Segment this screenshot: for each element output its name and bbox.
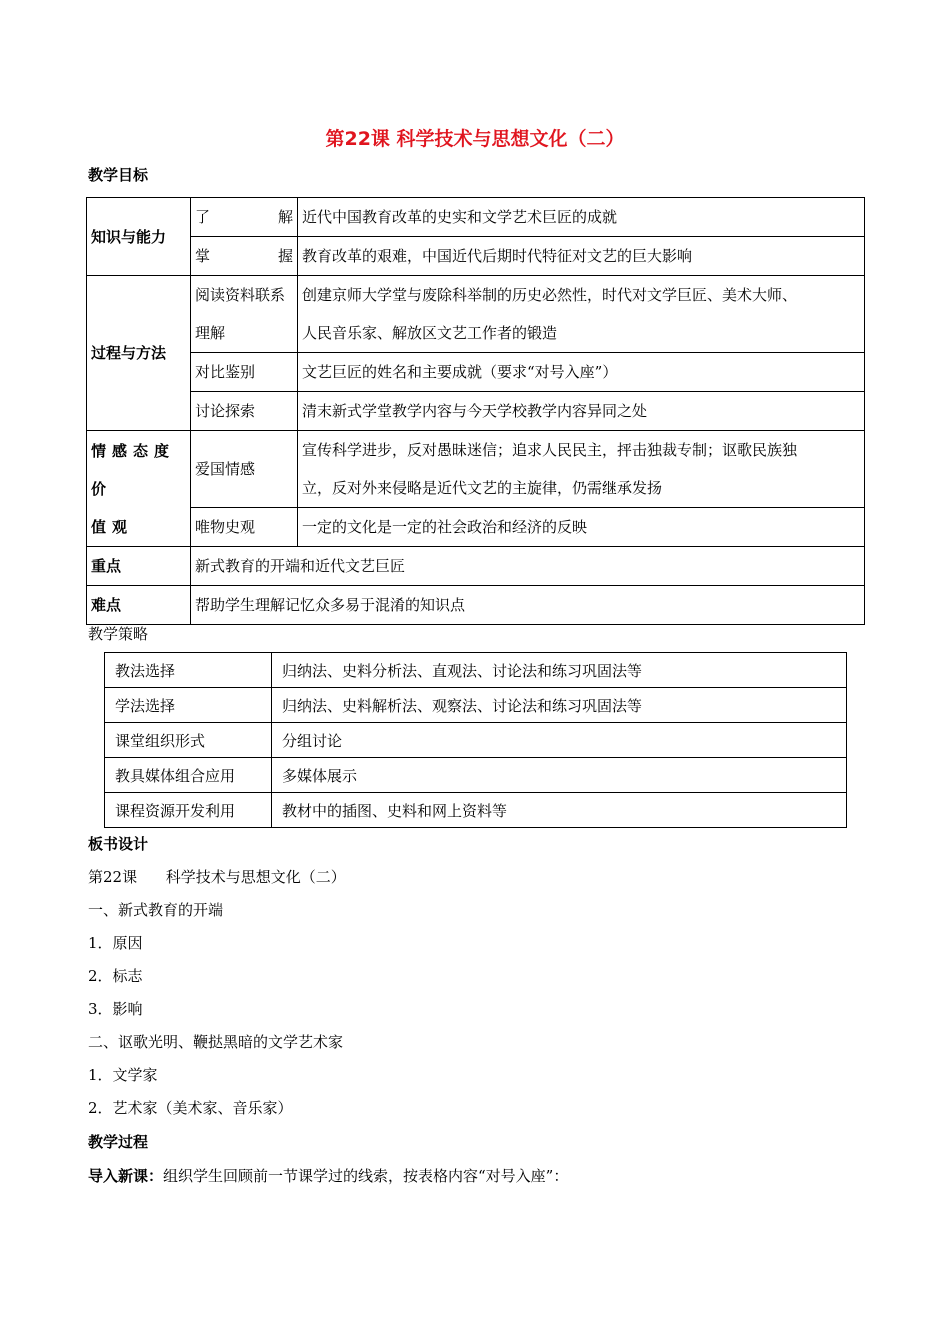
key-point-text: 新式教育的开端和近代文艺巨匠	[191, 547, 865, 586]
knowledge-label: 知识与能力	[87, 198, 191, 276]
board-line: 1．文学家	[88, 1066, 158, 1084]
method-cell: 爱国情感	[191, 431, 298, 508]
process-label: 过程与方法	[87, 276, 191, 431]
strategy-label: 课程资源开发利用	[105, 793, 272, 828]
goal-text: 近代中国教育改革的史实和文学艺术巨匠的成就	[298, 198, 865, 237]
method-cell: 唯物史观	[191, 508, 298, 547]
table-row	[87, 276, 865, 353]
strategy-value: 归纳法、史料解析法、观察法、讨论法和练习巩固法等	[272, 688, 847, 723]
goal-line: 人民音乐家、解放区文艺工作者的锻造	[302, 324, 558, 342]
strategy-value: 多媒体展示	[272, 758, 847, 793]
difficulty-label: 难点	[87, 586, 191, 625]
strategy-value: 分组讨论	[272, 723, 847, 758]
method-char: 握	[277, 247, 293, 265]
table-row	[87, 547, 865, 586]
method-line: 阅读资料联系	[195, 286, 286, 304]
intro-text: 组织学生回顾前一节课学过的线索，按表格内容“对号入座”：	[163, 1167, 569, 1185]
goals-heading: 教学目标	[88, 166, 149, 184]
teaching-goals-table	[86, 197, 865, 625]
table-row	[105, 793, 847, 828]
process-heading: 教学过程	[88, 1133, 149, 1151]
goal-line: 宣传科学进步，反对愚昧迷信；追求人民民主，抨击独裁专制；讴歌民族独	[302, 441, 798, 459]
table-row	[87, 392, 865, 431]
strategy-label: 课堂组织形式	[105, 723, 272, 758]
strategy-label: 教具媒体组合应用	[105, 758, 272, 793]
label-line: 值观	[91, 517, 134, 536]
board-line: 二、讴歌光明、鞭挞黑暗的文学艺术家	[88, 1033, 344, 1051]
table-row	[87, 431, 865, 508]
goal-text: 一定的文化是一定的社会政治和经济的反映	[298, 508, 865, 547]
difficulty-text: 帮助学生理解记忆众多易于混淆的知识点	[191, 586, 865, 625]
strategy-label: 学法选择	[105, 688, 272, 723]
goal-line: 创建京师大学堂与废除科举制的历史必然性，时代对文学巨匠、美术大师、	[302, 286, 798, 304]
table-row	[87, 586, 865, 625]
key-point-label: 重点	[87, 547, 191, 586]
table-row	[105, 758, 847, 793]
strategy-value: 教材中的插图、史料和网上资料等	[272, 793, 847, 828]
method-cell	[191, 237, 298, 276]
board-line: 一、新式教育的开端	[88, 901, 224, 919]
method-cell: 讨论探索	[191, 392, 298, 431]
board-line: 2．艺术家（美术家、音乐家）	[88, 1099, 293, 1117]
board-line: 1．原因	[88, 934, 143, 952]
teaching-strategy-table	[104, 652, 847, 828]
method-line: 理解	[195, 324, 226, 342]
method-cell	[191, 198, 298, 237]
table-row	[105, 688, 847, 723]
goal-text: 清末新式学堂教学内容与今天学校教学内容异同之处	[298, 392, 865, 431]
board-line: 3．影响	[88, 1000, 143, 1018]
strategy-label: 教法选择	[105, 653, 272, 688]
table-row	[105, 723, 847, 758]
goal-text: 文艺巨匠的姓名和主要成就（要求“对号入座”）	[298, 353, 865, 392]
goal-text	[298, 431, 865, 508]
page-title: 第22课 科学技术与思想文化（二）	[325, 128, 625, 150]
table-row	[87, 198, 865, 237]
method-cell	[191, 276, 298, 353]
label-line: 情感态度价	[91, 441, 176, 498]
goal-text	[298, 276, 865, 353]
intro-paragraph	[88, 1165, 568, 1186]
strategy-value: 归纳法、史料分析法、直观法、讨论法和练习巩固法等	[272, 653, 847, 688]
method-char: 了	[195, 208, 211, 226]
board-line: 2．标志	[88, 967, 143, 985]
table-row	[87, 237, 865, 276]
table-row	[87, 508, 865, 547]
board-heading: 板书设计	[88, 835, 149, 853]
emotion-label	[87, 431, 191, 547]
goal-line: 立，反对外来侵略是近代文艺的主旋律，仍需继承发扬	[302, 479, 663, 497]
method-char: 掌	[195, 247, 211, 265]
strategy-heading: 教学策略	[88, 625, 149, 643]
table-row	[87, 353, 865, 392]
goal-text: 教育改革的艰难，中国近代后期时代特征对文艺的巨大影响	[298, 237, 865, 276]
method-char: 解	[277, 208, 293, 226]
method-cell: 对比鉴别	[191, 353, 298, 392]
intro-label: 导入新课：	[88, 1167, 164, 1185]
table-row	[105, 653, 847, 688]
board-line: 第22课 科学技术与思想文化（二）	[88, 868, 346, 886]
